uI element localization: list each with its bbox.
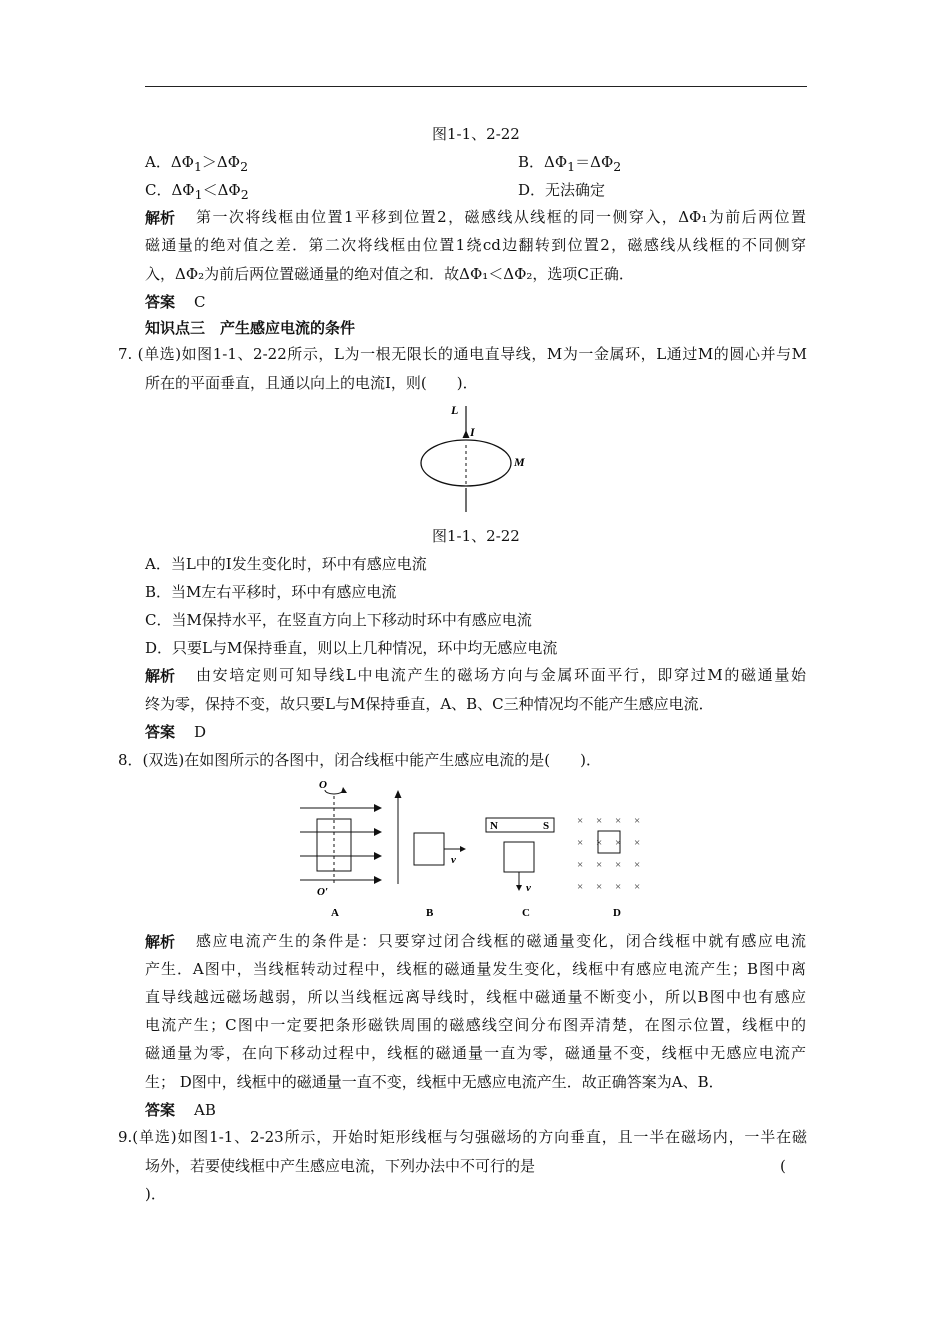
q7-answer: D (194, 723, 207, 741)
label-A: A (331, 907, 339, 919)
field-x-mark: × (596, 859, 603, 871)
velocity-arrowhead (460, 846, 466, 852)
field-x-mark: × (634, 837, 641, 849)
field-x-mark: × (577, 815, 584, 827)
current-arrow (463, 430, 470, 438)
field-x-mark: × (577, 859, 584, 871)
q9-paren-open: ( (780, 1157, 786, 1175)
q6-option-d: D．无法确定 (518, 181, 606, 199)
q7-figure (410, 400, 540, 520)
q7-answer-label: 答案 (145, 723, 176, 741)
q8-analysis-line: 磁通量为零，在向下移动过程中，线框的磁通量一直为零，磁通量不变，线框中无感应电流产 (145, 1044, 806, 1062)
field-arrowhead (374, 804, 382, 812)
q8-analysis-line: 直导线越远磁场越弱，所以当线框远离导线时，线框中磁通量不断变小，所以B图中也有感应 (145, 988, 806, 1006)
q8-analysis-line: 生； D图中，线框中的磁通量一直不变，线框中无感应电流产生．故正确答案为A、B． (145, 1073, 724, 1091)
field-x-mark: × (596, 837, 603, 849)
rotation-arrow (325, 790, 343, 794)
q8-analysis-line: 感应电流产生的条件是：只要穿过闭合线框的磁通量变化，闭合线框中就有感应电流 (196, 932, 806, 950)
q6-analysis-line: 第一次将线框由位置1平移到位置2，磁感线从线框的同一侧穿入，ΔΦ₁为前后两位置 (196, 208, 806, 226)
q6-option-a: A．$\Delta\Phi_1>\Delta\Phi_2$ (145, 153, 249, 174)
q6-answer: C (194, 293, 206, 311)
label-v: v (451, 854, 456, 866)
label-B: B (426, 907, 434, 919)
label-O-prime: O′ (317, 886, 329, 898)
header-rule (145, 86, 807, 87)
q6-analysis-line: 磁通量的绝对值之差．第二次将线框由位置1绕cd边翻转到位置2，磁感线从线框的不同侧穿 (145, 236, 806, 254)
field-x-mark: × (634, 859, 641, 871)
q9-stem-line1: 9.(单选)如图1-1、2-23所示，开始时矩形线框与匀强磁场的方向垂直，且一半在磁场内，一半在磁 (118, 1128, 807, 1146)
label-I: I (470, 425, 475, 439)
field-x-mark: × (615, 881, 622, 893)
q8-analysis-line: 产生．A图中，当线框转动过程中，线框的磁通量发生变化，线框中有感应电流产生；B图中离 (145, 960, 806, 978)
field-x-mark: × (615, 859, 622, 871)
q7-option-d: D．只要L与M保持垂直，则以上几种情况，环中均无感应电流 (145, 639, 558, 657)
q7-option-b: B．当M左右平移时，环中有感应电流 (145, 583, 397, 601)
q6-answer-label: 答案 (145, 293, 176, 311)
q7-option-c: C．当M保持水平，在竖直方向上下移动时环中有感应电流 (145, 611, 532, 629)
field-x-mark: × (634, 881, 641, 893)
label-v: v (526, 882, 531, 894)
q7-analysis-label: 解析 (145, 667, 176, 685)
q6-option-c: C．$\Delta\Phi_1<\Delta\Phi_2$ (145, 181, 249, 202)
q8-figure (290, 776, 670, 921)
field-x-mark: × (615, 815, 622, 827)
field-arrowhead (374, 828, 382, 836)
velocity-arrowhead (516, 885, 522, 891)
label-C: C (522, 907, 530, 919)
q8-answer: AB (194, 1101, 216, 1119)
q7-analysis-line: 终为零，保持不变，故只要L与M保持垂直，A、B、C三种情况均不能产生感应电流． (145, 695, 714, 713)
field-arrowhead (374, 876, 382, 884)
label-D: D (613, 907, 621, 919)
field-x-mark: × (634, 815, 641, 827)
field-x-mark: × (577, 881, 584, 893)
label-S: S (543, 820, 550, 832)
q9-stem-line3: )． (145, 1185, 166, 1203)
figure-caption-q7: 图1-1、2-22 (432, 527, 520, 545)
coil-frame-c (504, 842, 534, 872)
q6-analysis-label: 解析 (145, 209, 176, 227)
q6-analysis-line: 入，ΔΦ₂为前后两位置磁通量的绝对值之和．故ΔΦ₁＜ΔΦ₂，选项C正确． (145, 265, 634, 283)
field-x-mark: × (577, 837, 584, 849)
label-L: L (451, 403, 459, 417)
label-N: N (490, 820, 498, 832)
figure-caption-q6: 图1-1、2-22 (432, 125, 520, 143)
q7-stem-line2: 所在的平面垂直，且通以向上的电流I，则( )． (145, 374, 478, 392)
section-title: 知识点三 产生感应电流的条件 (145, 319, 356, 337)
q7-analysis-line: 由安培定则可知导线L中电流产生的磁场方向与金属环面平行，即穿过M的磁通量始 (196, 666, 806, 684)
q8-analysis-label: 解析 (145, 933, 176, 951)
field-arrowhead (374, 852, 382, 860)
q8-stem: 8．(双选)在如图所示的各图中，闭合线框中能产生感应电流的是( )． (118, 751, 601, 769)
label-M: M (514, 455, 525, 469)
field-x-mark: × (615, 837, 622, 849)
label-O: O (319, 779, 327, 791)
q8-analysis-line: 电流产生；C图中一定要把条形磁铁周围的磁感线空间分布图弄清楚，在图示位置，线框中的 (145, 1016, 806, 1034)
rotation-arrowhead (341, 787, 347, 793)
coil-frame-b (414, 833, 444, 865)
q7-stem-line1: 7. (单选)如图1-1、2-22所示，L为一根无限长的通电直导线，M为一金属环，L通过M的圆心并与M (118, 345, 807, 363)
q7-option-a: A．当L中的I发生变化时，环中有感应电流 (145, 555, 427, 573)
current-arrowhead (395, 790, 402, 798)
field-x-mark: × (596, 881, 603, 893)
q6-option-b: B．$\Delta\Phi_1=\Delta\Phi_2$ (518, 153, 622, 174)
field-x-mark: × (596, 815, 603, 827)
q9-stem-line2: 场外，若要使线框中产生感应电流，下列办法中不可行的是 (145, 1157, 536, 1175)
q8-answer-label: 答案 (145, 1101, 176, 1119)
